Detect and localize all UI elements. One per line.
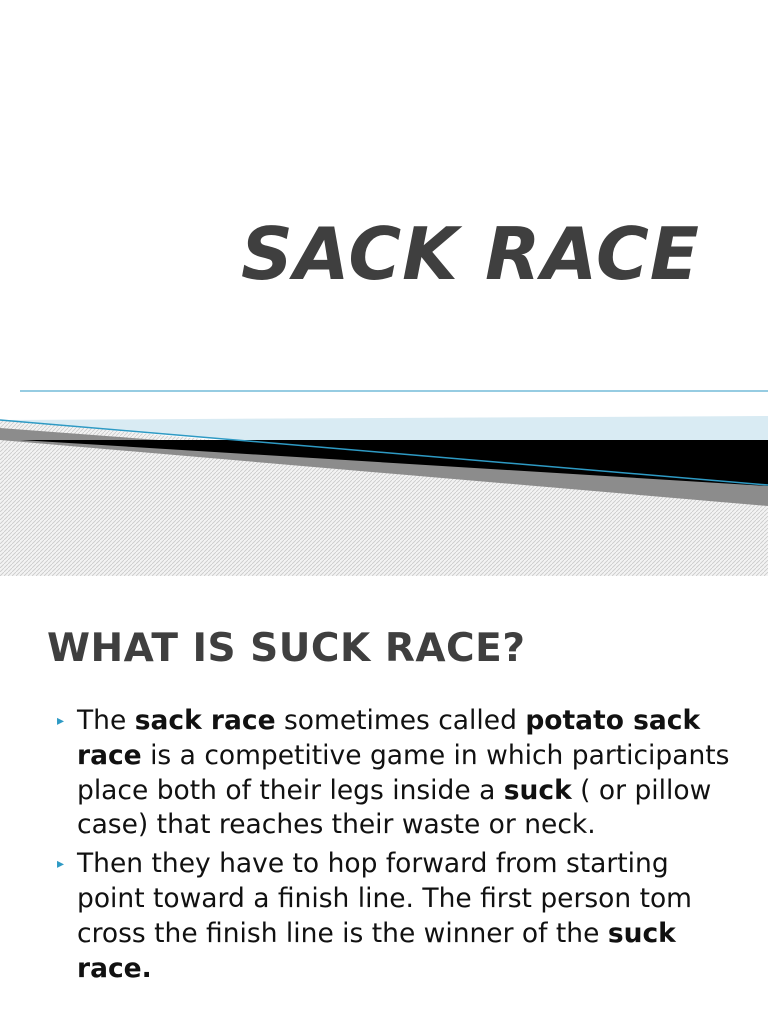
bullet-list [0, 704, 768, 990]
triangle-bullet-icon: ▸ [57, 713, 65, 729]
slide-title: SACK RACE [240, 212, 700, 296]
text-run: is a competitive game in which participants place both of their legs inside a [77, 739, 730, 806]
triangle-bullet-icon: ▸ [57, 856, 65, 873]
bold-text-run: sack race [134, 705, 276, 736]
text-run: ( or pillow case) that reaches their waste or neck. [77, 774, 712, 841]
slide-heading: WHAT IS SUCK RACE? [47, 626, 526, 671]
bold-text-run: potato sack race [77, 705, 701, 771]
bold-text-run: suck [503, 774, 572, 806]
bullet-item [0, 704, 768, 843]
text-run: Then they have to hop forward from starting point toward a finish line. The first person tom cross the finish line is the winner of the [77, 848, 692, 949]
text-run: The [77, 705, 135, 736]
bullet-item [0, 847, 768, 986]
text-run: sometimes called [275, 705, 526, 736]
bold-text-run: suck race. [77, 917, 676, 984]
content-slide [0, 576, 768, 1024]
decorative-banner [0, 380, 768, 576]
